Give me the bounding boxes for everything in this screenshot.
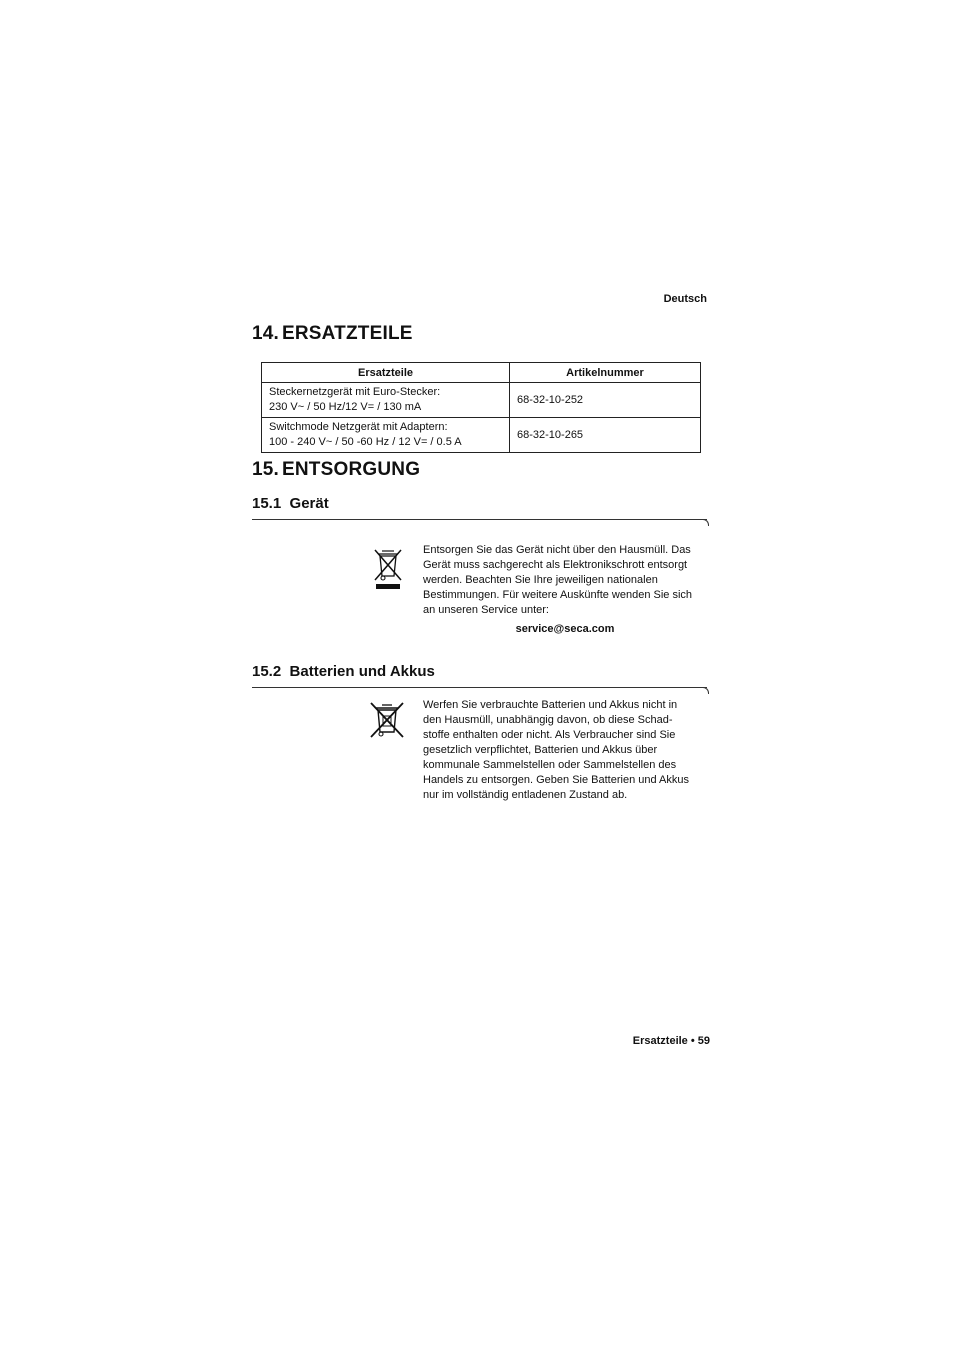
battery-disposal-text — [423, 698, 713, 803]
text-line: Handels zu entsorgen. Geben Sie Batterien und Akkus — [423, 774, 690, 786]
service-email: service@seca.com — [515, 623, 615, 635]
part-description-line: Switchmode Netzgerät mit Adaptern: — [269, 421, 448, 433]
part-description-cell — [262, 383, 510, 418]
text-line: nur im vollständig entladenen Zustand ab. — [423, 789, 628, 801]
text-line: Gerät muss sachgerecht als Elektronikschrott entsorgt — [423, 559, 688, 571]
text-line: stoffe enthalten oder nicht. Als Verbraucher sind Sie — [423, 729, 676, 741]
crossed-wheelie-bin-icon — [372, 546, 404, 590]
part-description-line: 100 - 240 V~ / 50 -60 Hz / 12 V= / 0.5 A — [269, 436, 462, 448]
section-14-title: ERSATZTEILE — [282, 323, 413, 344]
section-15-number: 15. — [252, 459, 280, 480]
table-row — [262, 383, 701, 418]
part-description-line: Steckernetzgerät mit Euro-Stecker: — [269, 386, 441, 398]
part-description-cell — [262, 418, 510, 453]
article-number-cell: 68-32-10-252 — [510, 383, 701, 418]
column-header-article: Artikelnummer — [510, 363, 701, 383]
section-14-heading — [252, 323, 413, 345]
section-divider — [252, 519, 707, 520]
section-14-number: 14. — [252, 323, 280, 344]
language-label: Deutsch — [663, 293, 707, 305]
section-15-heading — [252, 459, 420, 481]
text-line: den Hausmüll, unabhängig davon, ob diese Schad- — [423, 714, 673, 726]
text-line: Werfen Sie verbrauchte Batterien und Akkus nicht in — [423, 699, 678, 711]
section-divider — [252, 687, 707, 688]
text-line: werden. Beachten Sie Ihre jeweiligen nationalen — [423, 574, 658, 586]
subsection-15-2-title: 15.2 Batterien und Akkus — [252, 663, 435, 680]
text-line: gesetzlich verpflichtet, Batterien und Akkus über — [423, 744, 658, 756]
text-line: Entsorgen Sie das Gerät nicht über den Hausmüll. Das — [423, 544, 691, 556]
page-footer: Ersatzteile • 59 — [632, 1035, 710, 1047]
article-number-cell: 68-32-10-265 — [510, 418, 701, 453]
table-header-row — [262, 363, 701, 383]
text-line: Bestimmungen. Für weitere Auskünfte wenden Sie sich — [423, 589, 693, 601]
crossed-battery-bin-icon — [368, 700, 406, 740]
part-description-line: 230 V~ / 50 Hz/12 V= / 130 mA — [269, 401, 422, 413]
device-disposal-text — [423, 543, 713, 618]
subsection-15-1-title: 15.1 Gerät — [252, 495, 329, 512]
text-line: kommunale Sammelstellen oder Sammelstellen des — [423, 759, 677, 771]
text-line: an unseren Service unter: — [423, 604, 549, 616]
table-row — [262, 418, 701, 453]
spare-parts-table — [261, 362, 701, 453]
column-header-parts: Ersatzteile — [262, 363, 510, 383]
section-15-title: ENTSORGUNG — [282, 459, 421, 480]
